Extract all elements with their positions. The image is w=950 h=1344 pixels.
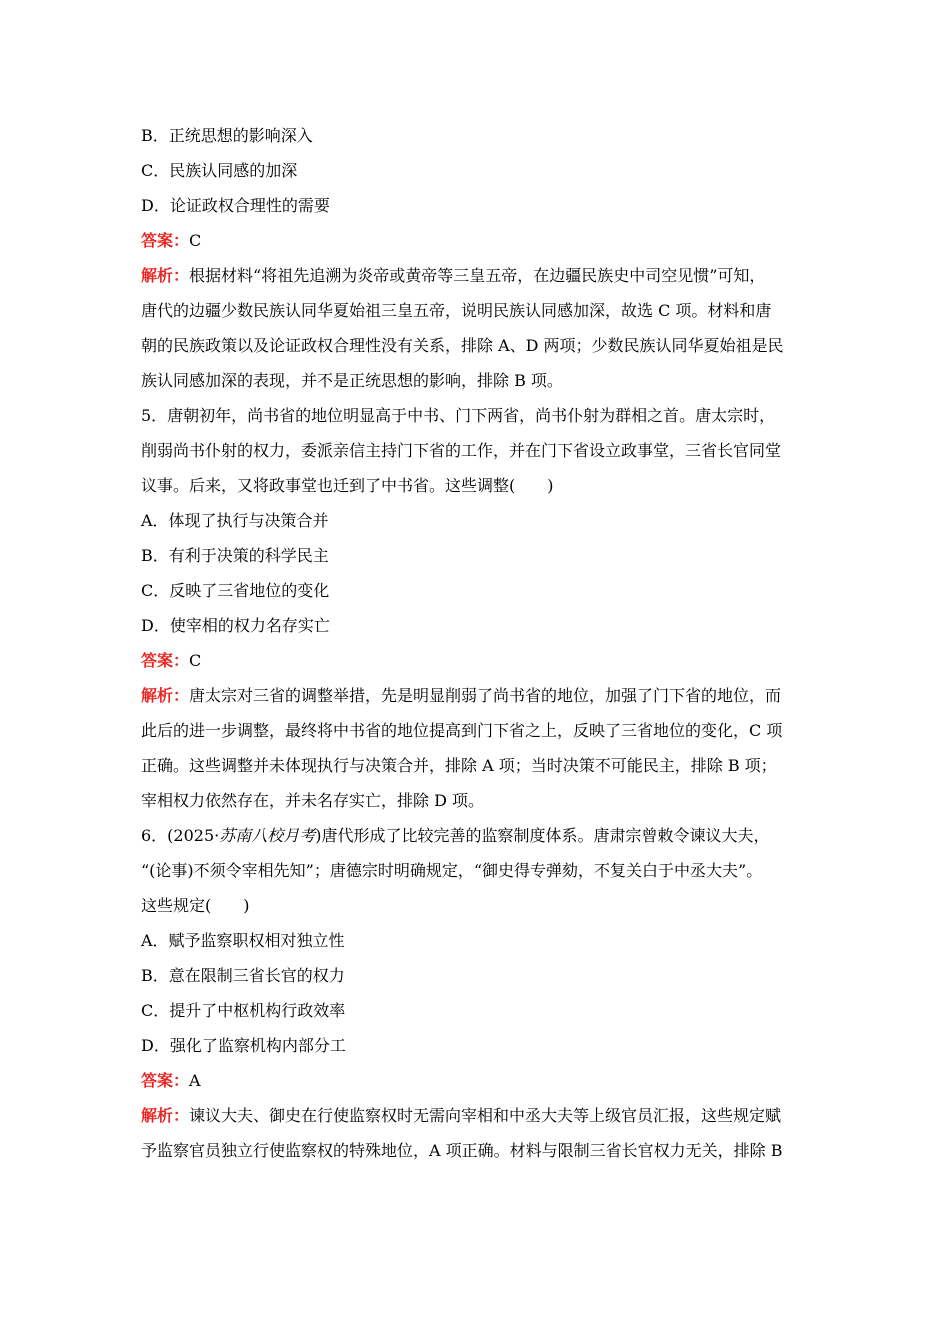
q5-stem-line: 5．唐朝初年，尚书省的地位明显高于中书、门下两省，尚书仆射为群相之首。唐太宗时， [141,406,776,425]
q5-analysis-line: 此后的进一步调整，最终将中书省的地位提高到门下省之上，反映了三省地位的变化，C 项 [141,721,783,740]
q4-analysis-line: 族认同感加深的表现，并不是正统思想的影响，排除 B 项。 [141,371,563,390]
q5-analysis-line: 正确。这些调整并未体现执行与决策合并，排除 A 项；当时决策不可能民主，排除 B 项； [141,756,777,775]
q6-answer [141,1063,821,1098]
document-page [141,118,821,1168]
q4-analysis-line: 解析：根据材料“将祖先追溯为炎帝或黄帝等三皇五帝，在边疆民族史中司空见惯”可知， [141,266,766,285]
answer-value: C [189,231,202,250]
answer-label: 答案： [141,231,190,250]
q5-analysis-line: 宰相权力依然存在，并未名存实亡，排除 D 项。 [141,791,485,810]
answer-value: C [189,651,202,670]
q6-analysis-line: 解析：谏议大夫、御史在行使监察权时无需向宰相和中丞大夫等上级官员汇报，这些规定赋 [141,1106,782,1125]
q6-option-b: B．意在限制三省长官的权力 [141,966,345,985]
answer-label: 答案： [141,651,190,670]
answer-label: 答案： [141,1071,190,1090]
q5-option-d: D．使宰相的权力名存实亡 [141,616,330,635]
q6-stem-line: 6．(2025·苏南八校月考)唐代形成了比较完善的监察制度体系。唐肃宗曾敕令谏议大夫， [141,826,770,845]
q6-stem-line: 这些规定( ) [141,896,250,915]
q5-option-a: A．体现了执行与决策合并 [141,511,329,530]
q5-analysis-line: 解析：唐太宗对三省的调整举措，先是明显削弱了尚书省的地位，加强了门下省的地位，而 [141,686,782,705]
q4-answer [141,223,821,258]
q6-stem-line: “(论事)不须令宰相先知”；唐德宗时明确规定，“御史得专弹劾，不复关白于中丞大夫”。 [141,861,763,880]
q4-option-b: B．正统思想的影响深入 [141,126,313,145]
q6-analysis-line: 予监察官员独立行使监察权的特殊地位，A 项正确。材料与限制三省长官权力无关，排除 B [141,1141,783,1160]
question-source: 苏南八校月考 [219,826,316,845]
q4-analysis-line: 朝的民族政策以及论证政权合理性没有关系，排除 A、D 两项；少数民族认同华夏始祖是民 [141,336,784,355]
q6-option-a: A．赋予监察职权相对独立性 [141,931,345,950]
q4-analysis-line: 唐代的边疆少数民族认同华夏始祖三皇五帝，说明民族认同感加深，故选 C 项。材料和唐 [141,301,772,320]
q5-stem-line: 议事。后来，又将政事堂也迁到了中书省。这些调整( ) [141,476,554,495]
q4-option-c: C．民族认同感的加深 [141,161,298,180]
analysis-label: 解析： [141,1106,190,1125]
answer-value: A [189,1071,201,1090]
q5-answer [141,643,821,678]
q5-option-b: B．有利于决策的科学民主 [141,546,329,565]
q5-stem-line: 削弱尚书仆射的权力，委派亲信主持门下省的工作，并在门下省设立政事堂，三省长官同堂 [141,441,782,460]
analysis-label: 解析： [141,266,190,285]
q6-option-c: C．提升了中枢机构行政效率 [141,1001,346,1020]
q6-option-d: D．强化了监察机构内部分工 [141,1036,346,1055]
q5-option-c: C．反映了三省地位的变化 [141,581,330,600]
analysis-label: 解析： [141,686,190,705]
q4-option-d: D．论证政权合理性的需要 [141,196,330,215]
